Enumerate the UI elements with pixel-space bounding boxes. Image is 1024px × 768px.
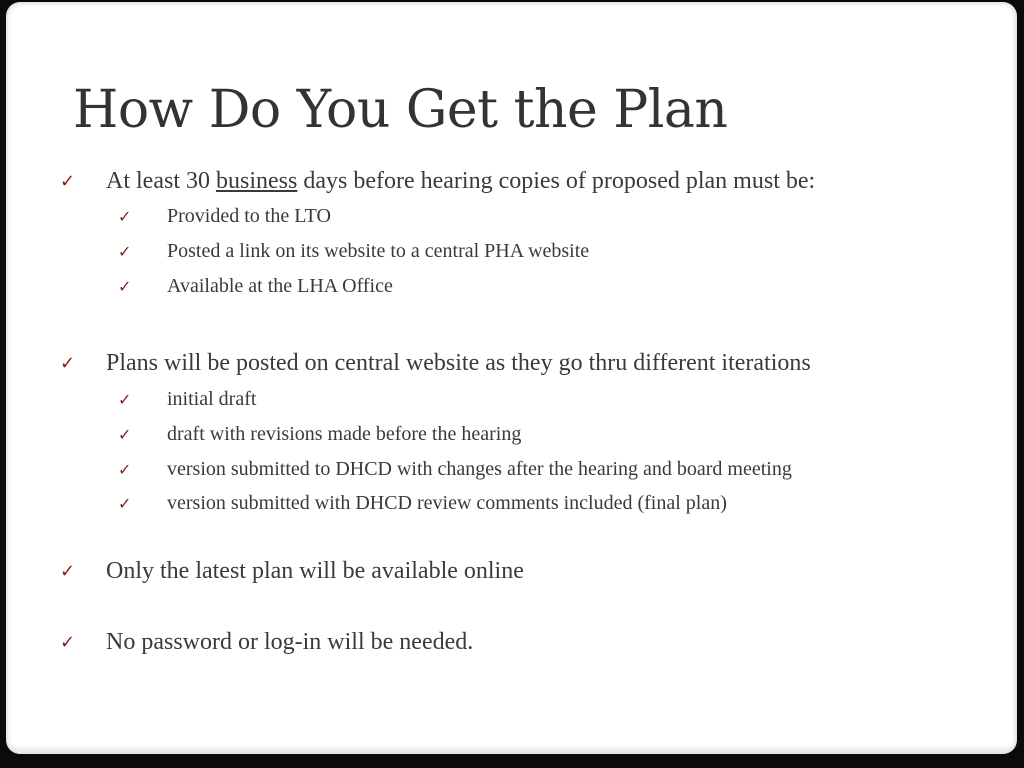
bullet-text: No password or log-in will be needed.: [106, 629, 474, 655]
sub-bullet-item: [118, 275, 393, 298]
sub-bullet-text: version submitted to DHCD with changes after the hearing and board meeting: [167, 458, 792, 480]
bullet-text-pre: At least 30: [106, 168, 216, 194]
checkmark-icon: ✓: [118, 390, 132, 409]
bullet-list: [6, 2, 1017, 754]
bullet-text-post: days before hearing copies of proposed plan must be:: [297, 168, 816, 194]
sub-bullet-item: [118, 388, 256, 411]
sub-bullet-text: Provided to the LTO: [167, 205, 331, 227]
sub-bullet-item: [118, 458, 792, 481]
bullet-item: [60, 350, 811, 377]
checkmark-icon: ✓: [60, 171, 76, 192]
bullet-item: [60, 558, 524, 585]
checkmark-icon: ✓: [118, 494, 132, 513]
slide-title: How Do You Get the Plan: [73, 80, 728, 140]
sub-bullet-text: Posted a link on its website to a central PHA website: [167, 240, 590, 262]
bullet-item: [60, 168, 815, 195]
sub-bullet-text: version submitted with DHCD review comments included (final plan): [167, 492, 727, 514]
sub-bullet-text: Available at the LHA Office: [167, 275, 393, 297]
bullet-item: [60, 629, 473, 656]
checkmark-icon: ✓: [118, 207, 132, 226]
checkmark-icon: ✓: [60, 632, 76, 653]
checkmark-icon: ✓: [60, 353, 76, 374]
sub-bullet-item: [118, 205, 331, 228]
sub-bullet-item: [118, 240, 589, 263]
sub-bullet-text: draft with revisions made before the hearing: [167, 423, 522, 445]
bullet-text: Only the latest plan will be available online: [106, 558, 524, 584]
checkmark-icon: ✓: [118, 242, 132, 261]
checkmark-icon: ✓: [118, 277, 132, 296]
bullet-text-emphasis: business: [215, 168, 298, 194]
checkmark-icon: ✓: [118, 425, 132, 444]
checkmark-icon: ✓: [60, 561, 76, 582]
sub-bullet-text: initial draft: [167, 388, 257, 410]
checkmark-icon: ✓: [118, 460, 132, 479]
bullet-text: [106, 168, 815, 195]
sub-bullet-item: [118, 492, 727, 515]
bullet-text: Plans will be posted on central website as they go thru different iterations: [106, 350, 811, 376]
sub-bullet-item: [118, 423, 521, 446]
slide: [6, 2, 1017, 754]
